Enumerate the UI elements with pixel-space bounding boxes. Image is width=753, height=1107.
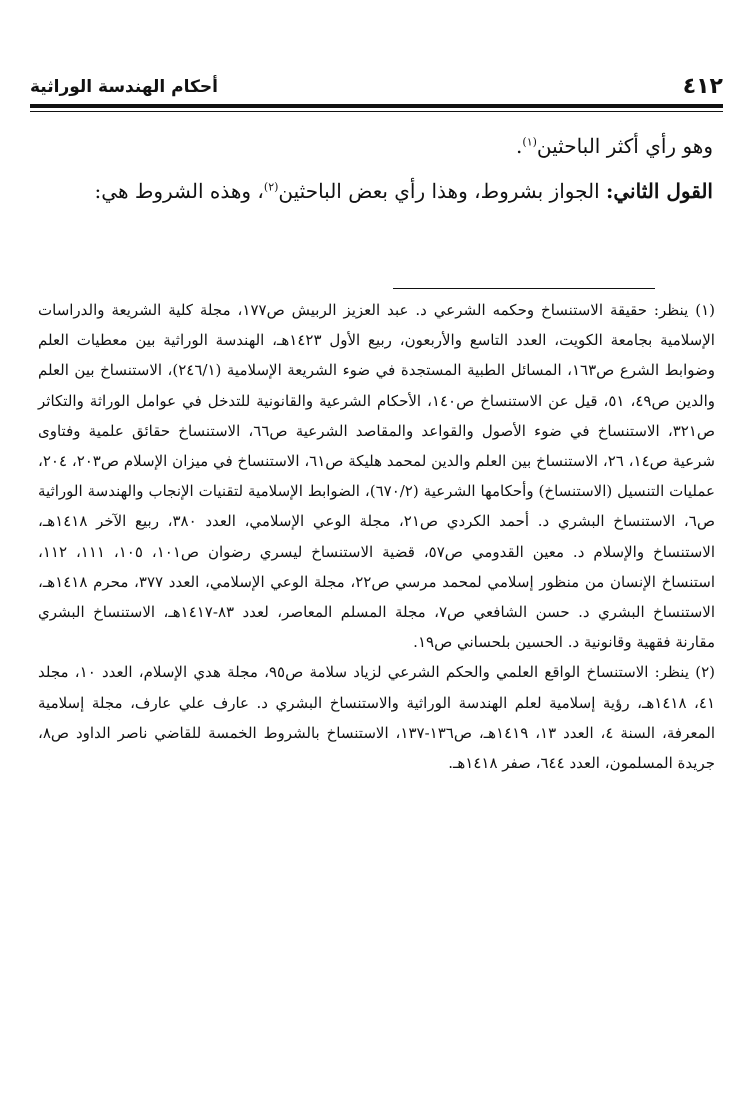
main-text — [40, 124, 713, 214]
footnotes — [38, 295, 715, 778]
footnote-1: (١) ينظر: حقيقة الاستنساخ وحكمه الشرعي د. عبد العزيز الربيش ص١٧٧، مجلة كلية الشريعة والدراسات الإسلامية بجامعة الكويت، العدد التاسع والأربعون، ربيع الأول ١٤٢٣هـ، الهندسة الوراثية بين معطيات العلم وضوابط الشرع ص١٦٣، المسائل الطبية المستجدة في ضوء الشريعة الإسلامية (٢٤٦/١)، الاستنساخ بين العلم والدين ص٤٩، ٥١، قيل عن الاستنساخ ص١٤٠، الأحكام الشرعية والقانونية للتدخل في عوامل الوراثة والتكاثر ص٣٢١، الاستنساخ في ضوء الأصول والقواعد والمقاصد الشرعية ص٦٦، الاستنساخ حقائق علمية وفتاوى شرعية ص١٤، ٢٦، الاستنساخ بين العلم والدين لمحمد هليكة ص٦١، الاستنساخ في ميزان الإسلام ص٢٠٣، ٢٠٤، عمليات التنسيل (الاستنساخ) وأحكامها الشرعية (٦٧٠/٢)، الضوابط الإسلامية لتقنيات الإنجاب والهندسة الوراثية ص٦، الاستنساخ البشري د. أحمد الكردي ص٢١، مجلة الوعي الإسلامي، العدد ٣٨٠، ربيع الآخر ١٤١٨هـ، الاستنساخ والإسلام د. معين القدومي ص٥٧، قضية الاستنساخ ليسري رضوان ص١٠١، ١٠٥، ١١١، ١١٢، استنساخ الإنسان من منظور إسلامي لمحمد مرسي ص٢٢، مجلة الوعي الإسلامي، العدد ٣٧٧، محرم ١٤١٨هـ، الاستنساخ البشري د. حسن الشافعي ص٧، مجلة المسلم المعاصر، لعدد ٨٣-١٤١٧هـ، الاستنساخ البشري مقارنة فقهية وقانونية د. الحسين بلحساني ص١٩. — [38, 301, 716, 652]
second-opinion-tail: ، وهذه الشروط هي: — [94, 179, 264, 203]
line1-end: . — [516, 134, 523, 158]
footnote-ref-1: (١) — [522, 135, 537, 149]
running-title: أحكام الهندسة الوراثية — [30, 77, 218, 97]
footnote-ref-2: (٢) — [263, 180, 279, 194]
footnote-separator — [393, 288, 655, 289]
footnote-2: (٢) ينظر: الاستنساخ الواقع العلمي والحكم الشرعي لزياد سلامة ص٩٥، مجلة هدي الإسلام، العدد ١٠، مجلد ٤١، ١٤١٨هـ، رؤية إسلامية لعلم الهندسة الوراثية والاستنساخ البشري د. عارف علي عارف، مجلة إسلامية المعرفة، السنة ٤، العدد ١٣، ١٤١٩هـ، ص١٣٦-١٣٧، الاستنساخ بالشروط الخمسة للقاضي ناصر الداود ص٨، جريدة المسلمون، العدد ٦٤٤، صفر ١٤١٨هـ. — [38, 663, 716, 773]
page-number: ٤١٢ — [682, 74, 723, 99]
second-opinion-text: الجواز بشروط، وهذا رأي بعض الباحثين — [278, 179, 606, 203]
header-rule-thin — [30, 111, 723, 112]
line1-text: وهو رأي أكثر الباحثين — [536, 134, 713, 158]
second-opinion-heading: القول الثاني: — [606, 179, 713, 203]
header-rule-thick — [30, 104, 723, 108]
paragraph-1 — [40, 124, 713, 169]
page-header — [30, 72, 723, 102]
paragraph-2 — [40, 169, 713, 214]
